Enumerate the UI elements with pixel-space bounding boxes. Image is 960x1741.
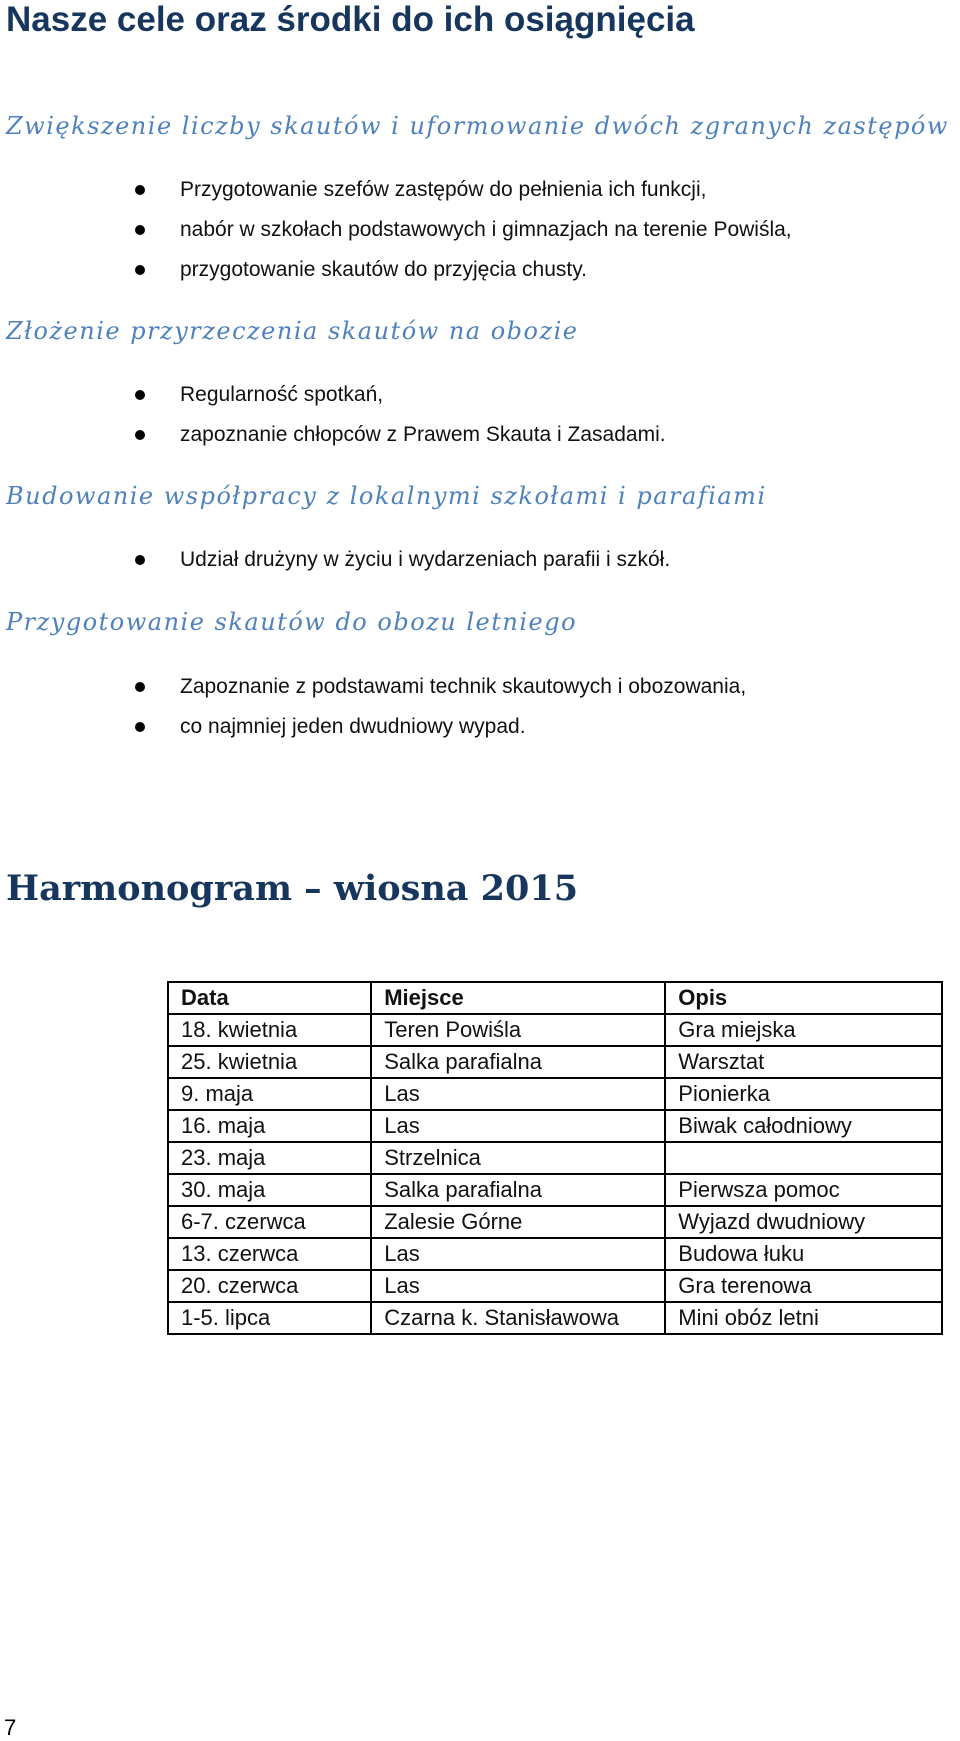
- table-row: [168, 1174, 942, 1206]
- cell-description: Budowa łuku: [665, 1238, 942, 1270]
- bullet-icon: [135, 185, 145, 195]
- section-heading-scout-growth: Zwiększenie liczby skautów i uformowanie dwóch zgranych zastępów: [6, 112, 949, 140]
- cell-description: Mini obóz letni: [665, 1302, 942, 1334]
- section-heading-promise: Złożenie przyrzeczenia skautów na obozie: [6, 317, 579, 345]
- list-item-text: co najmniej jeden dwudniowy wypad.: [180, 715, 526, 738]
- cell-description: Biwak całodniowy: [665, 1110, 942, 1142]
- cell-place: Las: [371, 1110, 665, 1142]
- cell-description: Wyjazd dwudniowy: [665, 1206, 942, 1238]
- bullet-icon: [135, 682, 145, 692]
- table-row: [168, 1014, 942, 1046]
- cell-place: Salka parafialna: [371, 1046, 665, 1078]
- list-item-text: Zapoznanie z podstawami technik skautowych i obozowania,: [180, 675, 747, 698]
- header-date: Data: [168, 982, 371, 1014]
- table-row: [168, 1270, 942, 1302]
- cell-date: 20. czerwca: [168, 1270, 371, 1302]
- cell-place: Las: [371, 1078, 665, 1110]
- table-row: [168, 1302, 942, 1334]
- cell-place: Las: [371, 1270, 665, 1302]
- cell-date: 30. maja: [168, 1174, 371, 1206]
- cell-date: 23. maja: [168, 1142, 371, 1174]
- cell-date: 25. kwietnia: [168, 1046, 371, 1078]
- list-item-text: przygotowanie skautów do przyjęcia chusty.: [180, 258, 587, 281]
- list-item-text: nabór w szkołach podstawowych i gimnazjach na terenie Powiśla,: [180, 218, 792, 241]
- table-row: [168, 1238, 942, 1270]
- list-item-text: Udział drużyny w życiu i wydarzeniach parafii i szkół.: [180, 548, 671, 571]
- cell-date: 13. czerwca: [168, 1238, 371, 1270]
- cell-place: Zalesie Górne: [371, 1206, 665, 1238]
- header-place: Miejsce: [371, 982, 665, 1014]
- cell-description: Pionierka: [665, 1078, 942, 1110]
- bullet-icon: [135, 722, 145, 732]
- page-title: Nasze cele oraz środki do ich osiągnięcia: [6, 0, 695, 39]
- list-item-text: zapoznanie chłopców z Prawem Skauta i Zasadami.: [180, 423, 666, 446]
- bullet-icon: [135, 265, 145, 275]
- page-number: 7: [4, 1715, 17, 1740]
- cell-description: Warsztat: [665, 1046, 942, 1078]
- cell-date: 1-5. lipca: [168, 1302, 371, 1334]
- bullet-icon: [135, 430, 145, 440]
- section-heading-cooperation: Budowanie współpracy z lokalnymi szkołami i parafiami: [6, 482, 767, 510]
- bullet-icon: [135, 555, 145, 565]
- table-row: [168, 1046, 942, 1078]
- cell-date: 6-7. czerwca: [168, 1206, 371, 1238]
- schedule-table: [167, 981, 943, 1335]
- cell-place: Strzelnica: [371, 1142, 665, 1174]
- cell-description: Pierwsza pomoc: [665, 1174, 942, 1206]
- table-row: [168, 1078, 942, 1110]
- table-row: [168, 1110, 942, 1142]
- cell-place: Salka parafialna: [371, 1174, 665, 1206]
- schedule-title: Harmonogram – wiosna 2015: [6, 868, 579, 909]
- table-header-row: [168, 982, 942, 1014]
- bullet-icon: [135, 390, 145, 400]
- cell-date: 18. kwietnia: [168, 1014, 371, 1046]
- cell-place: Las: [371, 1238, 665, 1270]
- cell-description: [665, 1142, 942, 1174]
- list-item-text: Przygotowanie szefów zastępów do pełnienia ich funkcji,: [180, 178, 707, 201]
- header-description: Opis: [665, 982, 942, 1014]
- cell-place: Teren Powiśla: [371, 1014, 665, 1046]
- cell-place: Czarna k. Stanisławowa: [371, 1302, 665, 1334]
- cell-date: 9. maja: [168, 1078, 371, 1110]
- bullet-icon: [135, 225, 145, 235]
- table-row: [168, 1206, 942, 1238]
- cell-date: 16. maja: [168, 1110, 371, 1142]
- section-heading-summer-camp: Przygotowanie skautów do obozu letniego: [6, 608, 578, 636]
- table-row: [168, 1142, 942, 1174]
- cell-description: Gra miejska: [665, 1014, 942, 1046]
- list-item-text: Regularność spotkań,: [180, 383, 384, 406]
- cell-description: Gra terenowa: [665, 1270, 942, 1302]
